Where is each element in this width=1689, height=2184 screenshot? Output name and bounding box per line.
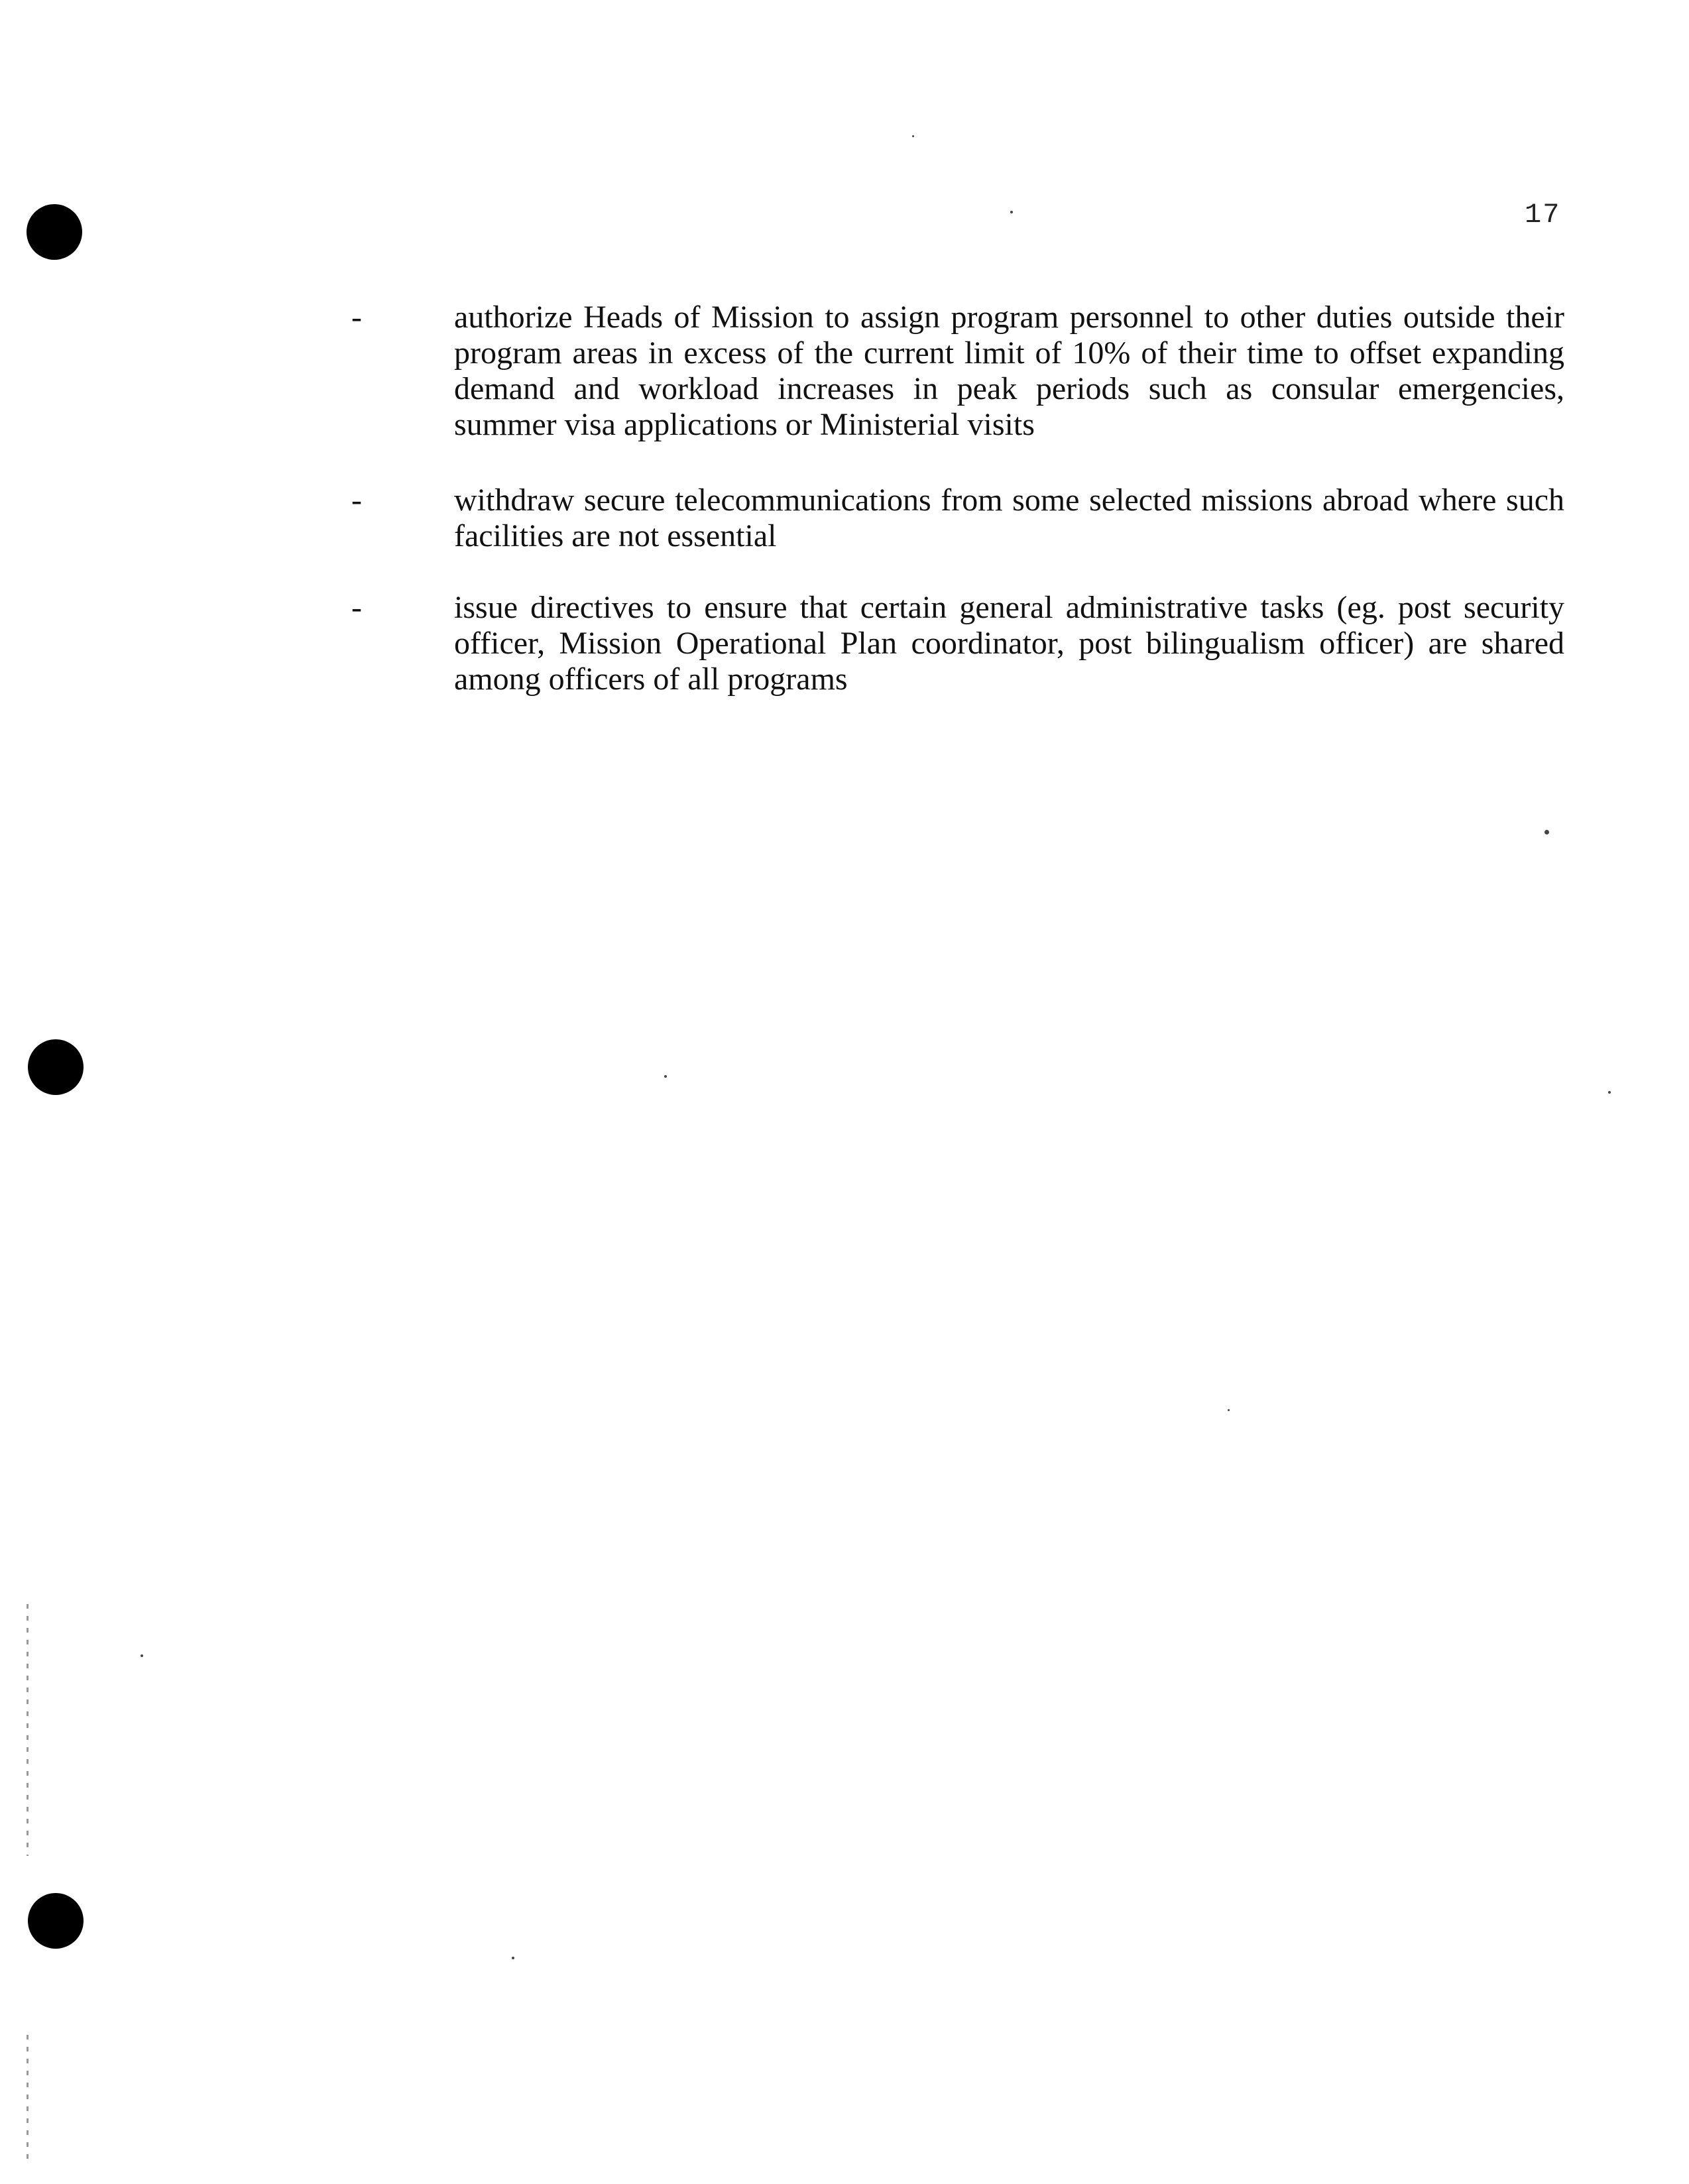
bullet-dash: - (351, 300, 362, 335)
scan-speck (1010, 211, 1013, 213)
bullet-dash: - (351, 590, 362, 625)
bullet-text: issue directives to ensure that certain general administrative tasks (eg. post security officer, Mission Operational Plan coordinator, post bilingualism officer) are shared among officers of all programs (454, 590, 1564, 697)
bullet-text: authorize Heads of Mission to assign program personnel to other duties outside their program areas in excess of the current limit of 10% of their time to offset expanding demand and workload increases in peak periods such as consular emergencies, summer visa applications or Ministerial visits (454, 300, 1564, 442)
scan-speck (512, 1957, 514, 1959)
scan-edge-marks (27, 2035, 29, 2161)
scan-speck (1608, 1091, 1611, 1094)
bullet-text: withdraw secure telecommunications from some selected missions abroad where such facilities are not essential (454, 483, 1564, 553)
punch-hole-middle (28, 1039, 84, 1095)
scan-speck (141, 1654, 143, 1657)
punch-hole-bottom (28, 1893, 84, 1949)
page-number: 17 (1525, 199, 1561, 231)
scan-speck (1228, 1409, 1230, 1411)
scan-edge-marks (27, 1604, 29, 1856)
punch-hole-top (27, 204, 82, 260)
scan-speck (912, 135, 914, 137)
scan-speck (1544, 830, 1549, 834)
bullet-dash: - (351, 483, 362, 518)
scan-speck (664, 1075, 667, 1078)
